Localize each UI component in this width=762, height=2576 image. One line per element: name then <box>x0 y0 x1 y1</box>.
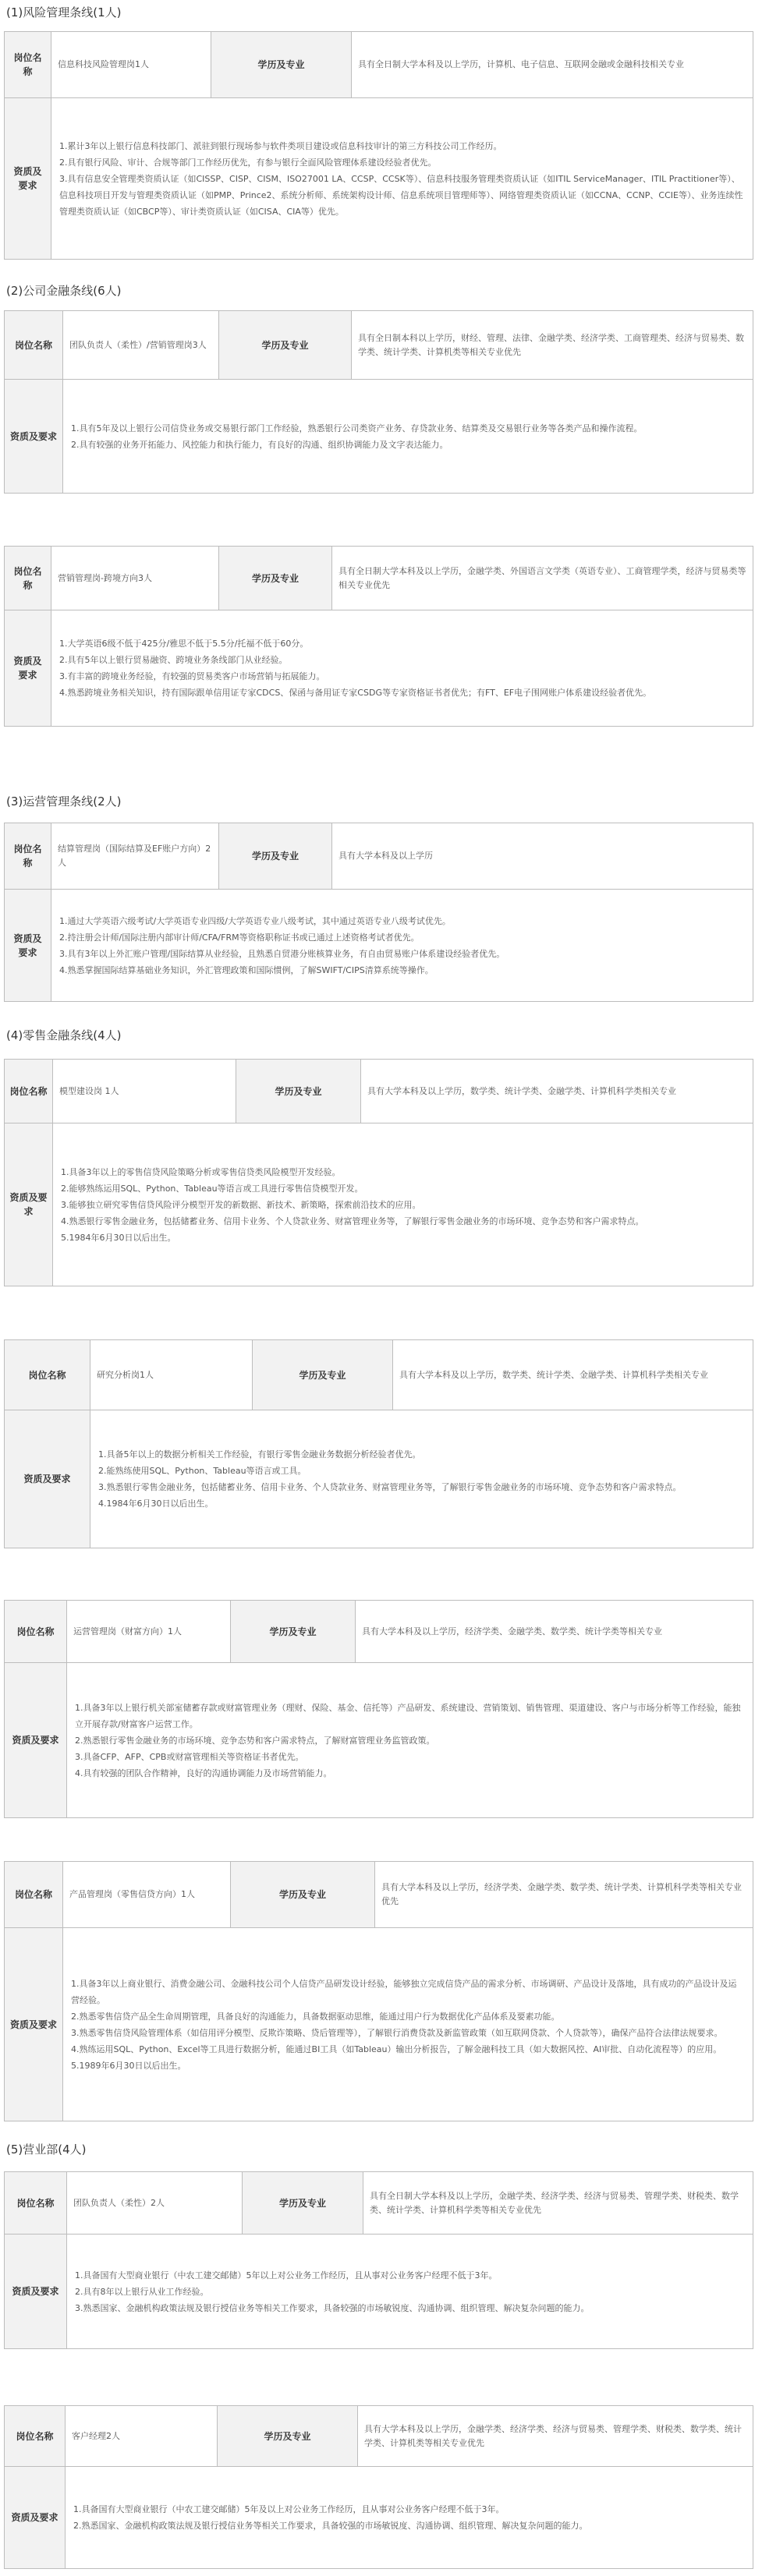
job-table <box>4 2171 753 2349</box>
position-label: 岗位名称 <box>5 1340 90 1410</box>
education-value: 具有大学本科及以上学历，数学类、统计学类、金融学类、计算机科学类相关专业 <box>361 1060 753 1123</box>
requirement-item: 1.通过大学英语六级考试/大学英语专业四级/大学英语专业八级考试，其中通过英语专业八级考试优先。 <box>59 915 451 926</box>
requirements-list <box>51 610 753 727</box>
position-value: 运营管理岗（财富方向）1人 <box>67 1601 231 1663</box>
education-value: 具有大学本科及以上学历，经济学类、金融学类、数学类、统计学类等相关专业 <box>356 1601 753 1663</box>
requirement-item: 4.熟悉跨境业务相关知识，持有国际跟单信用证专家CDCS、保函与备用证专家CSDG等专家资格证书者优先；有FT、EF电子围网账户体系建设经验者优先。 <box>59 688 652 698</box>
education-value: 具有大学本科及以上学历，数学类、统计学类、金融学类、计算机科学类相关专业 <box>393 1340 753 1410</box>
position-value: 客户经理2人 <box>66 2406 218 2467</box>
job-table <box>4 823 753 1002</box>
job-table <box>4 31 753 260</box>
requirements-label: 资质及要求 <box>5 610 51 727</box>
requirements-list <box>67 1663 753 1818</box>
requirement-item: 4.熟悉银行零售金融业务，包括储蓄业务、信用卡业务、个人贷款业务、财富管理业务等，了解银行零售金融业务的市场环境、竞争态势和客户需求特点。 <box>61 1215 644 1226</box>
position-value: 模型建设岗 1人 <box>53 1060 236 1123</box>
section-title: (5)营业部(4人) <box>6 2143 87 2157</box>
education-value: 具有全日制大学本科及以上学历，金融学类、外国语言文学类（英语专业）、工商管理学类，经济与贸易类等相关专业优先 <box>332 547 753 610</box>
requirement-item: 4.熟练运用SQL、Python、Excel等工具进行数据分析，能通过BI工具（如Tableau）输出分析报告，了解金融科技工具（如大数据风控、AI审批、自动化流程等）的应用。 <box>71 2043 722 2054</box>
requirement-item: 1.具备3年以上商业银行、消费金融公司、金融科技公司个人信贷产品研发设计经验，能够独立完成信贷产品的需求分析、市场调研、产品设计及落地，具有成功的产品设计及运营经验。 <box>71 1978 737 2005</box>
requirements-label: 资质及要求 <box>5 380 63 494</box>
position-label: 岗位名称 <box>5 1862 63 1928</box>
position-value: 营销管理岗-跨境方向3人 <box>51 547 219 610</box>
requirement-item: 1.具备5年以上的数据分析相关工作经验，有银行零售金融业务数据分析经验者优先。 <box>98 1449 421 1460</box>
education-value: 具有大学本科及以上学历，经济学类、金融学类、数学类、统计学类、计算机科学类等相关专业优先 <box>375 1862 753 1928</box>
education-label: 学历及专业 <box>231 1601 356 1663</box>
job-table <box>4 310 753 494</box>
requirements-list <box>63 1928 753 2121</box>
position-label: 岗位名称 <box>5 547 51 610</box>
education-label: 学历及专业 <box>236 1060 361 1123</box>
requirements-label: 资质及要求 <box>5 1663 67 1818</box>
requirement-item: 5.1989年6月30日以后出生。 <box>71 2060 186 2071</box>
job-table <box>4 1059 753 1286</box>
requirement-item: 4.具有较强的团队合作精神，良好的沟通协调能力及市场营销能力。 <box>75 1767 332 1778</box>
position-label: 岗位名称 <box>5 2406 66 2467</box>
requirements-list <box>67 2235 753 2349</box>
requirement-item: 2.能够熟练运用SQL、Python、Tableau等语言或工具进行零售信贷模型开发。 <box>61 1183 363 1194</box>
requirements-label: 资质及要求 <box>5 890 51 1002</box>
education-label: 学历及专业 <box>219 311 352 380</box>
requirement-item: 2.具有8年以上银行从业工作经验。 <box>75 2286 209 2297</box>
requirement-item: 3.具有3年以上外汇账户管理/国际结算从业经验，且熟悉自贸港分账核算业务，有自由贸易账户体系建设经验者优先。 <box>59 948 505 959</box>
requirement-item: 1.具有5年及以上银行公司信贷业务或交易银行部门工作经验，熟悉银行公司类资产业务、存贷款业务、结算类及交易银行业务等各类产品和操作流程。 <box>71 423 643 433</box>
requirement-item: 3.具备CFP、AFP、CPB或财富管理相关等资格证书者优先。 <box>75 1751 304 1762</box>
job-table <box>4 546 753 727</box>
requirement-item: 3.熟悉银行零售金融业务，包括储蓄业务、信用卡业务、个人贷款业务、财富管理业务等，了解银行零售金融业务的市场环境、竞争态势和客户需求特点。 <box>98 1482 682 1492</box>
job-table <box>4 1339 753 1548</box>
education-value: 具有大学本科及以上学历，金融学类、经济学类、经济与贸易类、管理学类、财税类、数学类、统计学类、计算机类等相关专业优先 <box>358 2406 753 2467</box>
position-label: 岗位名称 <box>5 32 51 98</box>
requirement-item: 2.熟悉国家、金融机构政策法规及银行授信业务等相关工作要求，具备较强的市场敏锐度、沟通协调、组织管理、解决复杂问题的能力。 <box>73 2521 588 2531</box>
requirement-item: 2.具有较强的业务开拓能力、风控能力和执行能力，有良好的沟通、组织协调能力及文字表达能力。 <box>71 439 448 450</box>
requirement-item: 4.1984年6月30日以后出生。 <box>98 1499 214 1509</box>
requirement-item: 2.熟悉银行零售金融业务的市场环境、竞争态势和客户需求特点，了解财富管理业务监管政策。 <box>75 1735 435 1746</box>
education-label: 学历及专业 <box>231 1862 375 1928</box>
job-table <box>4 2405 753 2569</box>
requirement-item: 3.熟悉零售信贷风险管理体系（如信用评分模型、反欺诈策略、贷后管理等），了解银行消费贷款及新监管政策（如互联网贷款、个人贷款等），确保产品符合法律法规要求。 <box>71 2027 723 2038</box>
requirement-item: 1.具备国有大型商业银行（中农工建交邮储）5年及以上对公业务工作经历，且从事对公业务客户经理不低于3年。 <box>73 2504 505 2514</box>
education-value: 具有全日制大学本科及以上学历，金融学类、经济学类、经济与贸易类、管理学类、财税类、数学类、统计学类、计算机科学类等相关专业优先 <box>363 2172 753 2235</box>
education-value: 具有大学本科及以上学历 <box>332 823 753 890</box>
section-title: (4)零售金融条线(4人) <box>6 1028 122 1042</box>
requirement-item: 5.1984年6月30日以后出生。 <box>61 1232 176 1243</box>
requirement-item: 1.具备国有大型商业银行（中农工建交邮储）5年以上对公业务工作经历，且从事对公业务客户经理不低于3年。 <box>75 2270 498 2281</box>
requirement-item: 1.具备3年以上的零售信贷风险策略分析或零售信贷类风险模型开发经验。 <box>61 1166 341 1177</box>
position-label: 岗位名称 <box>5 311 63 380</box>
requirements-list <box>63 380 753 494</box>
position-value: 团队负责人（柔性）/营销管理岗3人 <box>63 311 219 380</box>
position-value: 团队负责人（柔性）2人 <box>67 2172 243 2235</box>
education-label: 学历及专业 <box>253 1340 393 1410</box>
requirement-item: 3.熟悉国家、金融机构政策法规及银行授信业务等相关工作要求，具备较强的市场敏锐度、沟通协调、组织管理、解决复杂问题的能力。 <box>75 2302 590 2313</box>
requirements-label: 资质及要求 <box>5 98 51 260</box>
requirement-item: 2.熟悉零售信贷产品全生命周期管理，具备良好的沟通能力，具备数据驱动思维，能通过用户行为数据优化产品体系及要素功能。 <box>71 2011 560 2022</box>
requirement-item: 1.具备3年以上银行机关部室储蓄存款或财富管理业务（理财、保险、基金、信托等）产品研发、系统建设、营销策划、销售管理、渠道建设、客户与市场分析等工作经验，能独立开展存款/财富客户运营工作。 <box>75 1702 741 1729</box>
position-value: 信息科技风险管理岗1人 <box>51 32 211 98</box>
requirement-item: 1.大学英语6级不低于425分/雅思不低于5.5分/托福不低于60分。 <box>59 639 309 649</box>
education-label: 学历及专业 <box>219 547 332 610</box>
job-table <box>4 1600 753 1818</box>
requirements-label: 资质及要求 <box>5 1123 53 1286</box>
section-title: (2)公司金融条线(6人) <box>6 284 122 298</box>
requirement-item: 3.有丰富的跨境业务经验，有较强的贸易类客户市场营销与拓展能力。 <box>59 671 325 681</box>
section-title: (1)风险管理条线(1人) <box>6 5 122 19</box>
requirements-label: 资质及要求 <box>5 2467 66 2569</box>
requirement-item: 1.累计3年以上银行信息科技部门、派驻到银行现场参与软件类项目建设或信息科技审计的第三方科技公司工作经历。 <box>59 140 502 151</box>
requirements-list <box>90 1410 753 1548</box>
requirements-list <box>51 890 753 1002</box>
requirement-item: 2.具有5年以上银行贸易融资、跨境业务条线部门从业经验。 <box>59 655 288 665</box>
job-table <box>4 1861 753 2121</box>
position-label: 岗位名称 <box>5 1601 67 1663</box>
requirements-label: 资质及要求 <box>5 1410 90 1548</box>
requirement-item: 3.能够独立研究零售信贷风险评分模型开发的新数据、新技术、新策略，探索前沿技术的应用。 <box>61 1199 421 1210</box>
requirements-list <box>66 2467 753 2569</box>
education-label: 学历及专业 <box>243 2172 363 2235</box>
education-label: 学历及专业 <box>219 823 332 890</box>
position-label: 岗位名称 <box>5 823 51 890</box>
requirement-item: 2.能熟练使用SQL、Python、Tableau等语言或工具。 <box>98 1466 307 1476</box>
requirements-list <box>53 1123 753 1286</box>
section-title: (3)运营管理条线(2人) <box>6 794 122 809</box>
education-value: 具有全日制大学本科及以上学历，计算机、电子信息、互联网金融或金融科技相关专业 <box>352 32 753 98</box>
requirement-item: 3.具有信息安全管理类资质认证（如CISSP、CISP、CISM、ISO27001 LA、CCSP、CCSK等）、信息科技服务管理类资质认证（如ITIL ServiceManager、ITIL Practitioner等）、信息科技项目开发与管理类资质认证（如PMP、Prince2、系统分析师、系统架构设计师、信息系统项目管理师等）、网络管理类资质认证（如CCNA、CCNP、CCIE等）、业务连续性管理类资质认证（如CBCP等）、审计类资质认证（如CISA、CIA等）优先。 <box>59 173 743 217</box>
position-value: 结算管理岗（国际结算及EF账户方向）2人 <box>51 823 219 890</box>
position-label: 岗位名称 <box>5 2172 67 2235</box>
education-value: 具有全日制本科以上学历，财经、管理、法律、金融学类、经济学类、工商管理类、经济与贸易类、数学类、统计学类、计算机类等相关专业优先 <box>352 311 753 380</box>
requirements-label: 资质及要求 <box>5 2235 67 2349</box>
requirement-item: 2.具有银行风险、审计、合规等部门工作经历优先，有参与银行全面风险管理体系建设经验者优先。 <box>59 157 437 168</box>
requirement-item: 2.持注册会计师/国际注册内部审计师/CFA/FRM等资格职称证书或已通过上述资格考试者优先。 <box>59 932 420 943</box>
requirement-item: 4.熟悉掌握国际结算基础业务知识，外汇管理政策和国际惯例，了解SWIFT/CIPS清算系统等操作。 <box>59 964 434 975</box>
requirements-label: 资质及要求 <box>5 1928 63 2121</box>
position-label: 岗位名称 <box>5 1060 53 1123</box>
requirements-list <box>51 98 753 260</box>
education-label: 学历及专业 <box>218 2406 358 2467</box>
position-value: 产品管理岗（零售信贷方向）1人 <box>63 1862 231 1928</box>
position-value: 研究分析岗1人 <box>90 1340 253 1410</box>
education-label: 学历及专业 <box>211 32 352 98</box>
